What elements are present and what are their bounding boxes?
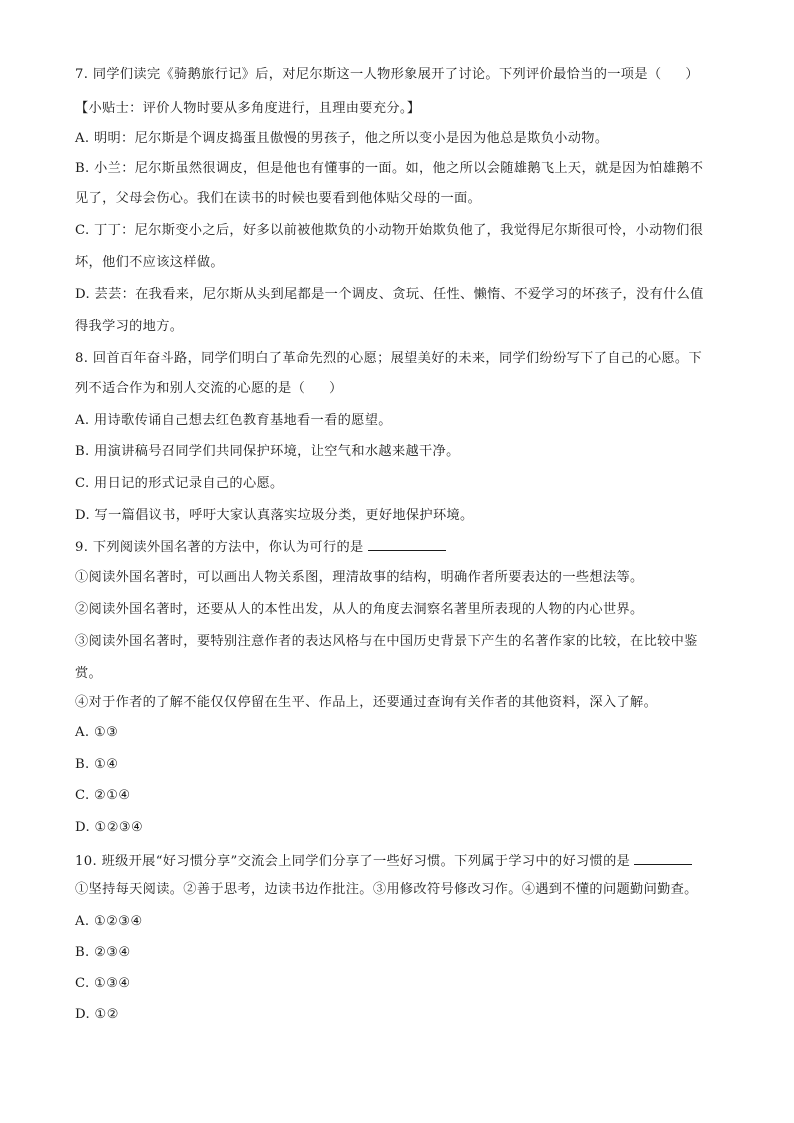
q8-stem-close: ） (329, 381, 343, 396)
q10-items: ①坚持每天阅读。②善于思考，边读书边作批注。③用修改符号修改习作。④遇到不懂的问题勤问勤查。 (75, 882, 698, 897)
q8-stem-text: 列不适合作为和别人交流的心愿的是（ (75, 381, 306, 396)
q9-option-b[interactable]: B. ①④ (75, 757, 119, 772)
q9-option-c[interactable]: C. ②①④ (75, 788, 131, 803)
q9-stem (75, 537, 446, 557)
q10-option-a[interactable]: A. ①②③④ (75, 914, 143, 929)
q7-option-c-line1[interactable]: C. 丁丁：尼尔斯变小之后，好多以前被他欺负的小动物开始欺负他了，我觉得尼尔斯很可怜，小动物们很 (75, 223, 704, 238)
q9-stem-text: 9. 下列阅读外国名著的方法中，你认为可行的是 (75, 540, 364, 555)
q8-option-a[interactable]: A. 用诗歌传诵自己想去红色教育基地看一看的愿望。 (75, 413, 392, 428)
q7-stem (75, 66, 699, 84)
q8-option-d[interactable]: D. 写一篇倡议书，呼吁大家认真落实垃圾分类，更好地保护环境。 (75, 508, 474, 523)
q8-stem-line1: 8. 回首百年奋斗路，同学们明白了革命先烈的心愿；展望美好的未来，同学们纷纷写下了自己的心愿。下 (75, 351, 703, 366)
q7-option-a[interactable]: A. 明明：尼尔斯是个调皮捣蛋且傲慢的男孩子，他之所以变小是因为他总是欺负小动物。 (75, 131, 609, 146)
q9-option-d[interactable]: D. ①②③④ (75, 820, 144, 835)
q10-answer-blank[interactable] (634, 851, 692, 865)
q7-option-c-line2: 坏，他们不应该这样做。 (75, 255, 224, 270)
q10-stem-text: 10. 班级开展“好习惯分享”交流会上同学们分享了一些好习惯。下列属于学习中的好习惯的是 (75, 854, 631, 869)
q9-item-1: ①阅读外国名著时，可以画出人物关系图，理清故事的结构，明确作者所要表达的一些想法等。 (75, 570, 644, 585)
q7-option-d-line1[interactable]: D. 芸芸：在我看来，尼尔斯从头到尾都是一个调皮、贪玩、任性、懒惰、不爱学习的坏孩子，没有什么值 (75, 287, 704, 302)
q9-option-a[interactable]: A. ①③ (75, 725, 119, 740)
q10-stem (75, 851, 692, 871)
q8-stem-line2 (75, 380, 343, 398)
q7-option-b-line1[interactable]: B. 小兰：尼尔斯虽然很调皮，但是他也有懂事的一面。如，他之所以会随雄鹅飞上天，就是因为怕雄鹅不 (75, 161, 704, 176)
q9-item-3-line2: 赏。 (75, 666, 103, 681)
q9-item-2: ②阅读外国名著时，还要从人的本性出发，从人的角度去洞察名著里所表现的人物的内心世界。 (75, 602, 644, 617)
q7-option-d-line2: 得我学习的地方。 (75, 319, 184, 334)
q10-option-d[interactable]: D. ①② (75, 1007, 119, 1022)
q7-option-b-line2: 见了，父母会伤心。我们在读书的时候也要看到他体贴父母的一面。 (75, 191, 482, 206)
q10-option-c[interactable]: C. ①③④ (75, 976, 131, 991)
q10-option-b[interactable]: B. ②③④ (75, 945, 131, 960)
q9-item-4: ④对于作者的了解不能仅仅停留在生平、作品上，还要通过查询有关作者的其他资料，深入了解。 (75, 695, 658, 710)
q7-stem-text: 7. 同学们读完《骑鹅旅行记》后，对尼尔斯这一人物形象展开了讨论。下列评价最恰当的一项是（ (75, 67, 662, 82)
q9-answer-blank[interactable] (368, 537, 446, 551)
q8-option-c[interactable]: C. 用日记的形式记录自己的心愿。 (75, 476, 284, 491)
q7-stem-close: ） (685, 67, 699, 82)
q9-item-3-line1: ③阅读外国名著时，要特别注意作者的表达风格与在中国历史背景下产生的名著作家的比较，在比较中鉴 (75, 634, 698, 649)
q8-option-b[interactable]: B. 用演讲稿号召同学们共同保护环境，让空气和水越来越干净。 (75, 444, 460, 459)
q7-tip: 【小贴士：评价人物时要从多角度进行，且理由要充分。】 (75, 101, 421, 116)
